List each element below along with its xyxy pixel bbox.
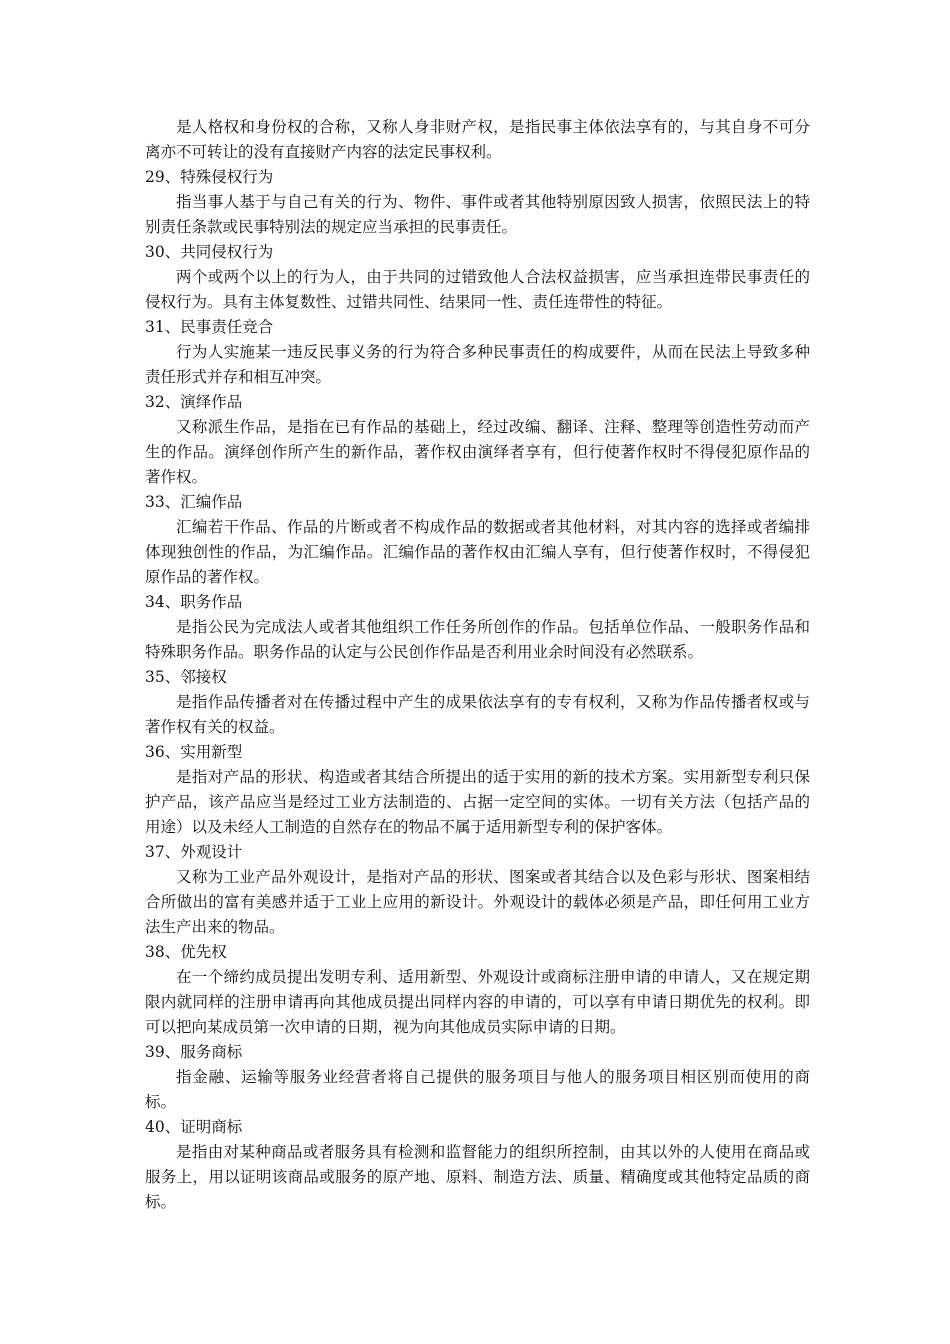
entry-36-body: 是指对产品的形状、构造或者其结合所提出的适于实用的新的技术方案。实用新型专利只保护产品，该产品应当是经过工业方法制造的、占据一定空间的实体。一切有关方法（包括产品的用途）以及未经人工制造的自然存在的物品不属于适用新型专利的保护客体。 (145, 768, 810, 836)
entry-40-body: 是指由对某种商品或者服务具有检测和监督能力的组织所控制，由其以外的人使用在商品或服务上，用以证明该商品或服务的原产地、原料、制造方法、质量、精确度或其他特定品质的商标。 (145, 1143, 810, 1211)
entry-38-body: 在一个缔约成员提出发明专利、适用新型、外观设计或商标注册申请的申请人，又在规定期限内就同样的注册申请再向其他成员提出同样内容的申请的，可以享有申请日期优先的权利。即可以把向某成员第一次申请的日期，视为向其他成员实际申请的日期。 (145, 968, 810, 1036)
entry-28-body: 是人格权和身份权的合称，又称人身非财产权，是指民事主体依法享有的，与其自身不可分离亦不可转让的没有直接财产内容的法定民事权利。 (145, 118, 810, 161)
entry-39-heading: 39、服务商标 (145, 1043, 243, 1061)
entry-36-heading: 36、实用新型 (145, 743, 243, 761)
entry-38-heading: 38、优先权 (145, 943, 227, 961)
entry-37-heading: 37、外观设计 (145, 843, 243, 861)
entry-40-heading: 40、证明商标 (145, 1118, 243, 1136)
entry-32-heading: 32、演绎作品 (145, 393, 243, 411)
entry-29-heading: 29、特殊侵权行为 (145, 168, 274, 186)
entry-30-heading: 30、共同侵权行为 (145, 243, 274, 261)
document-page (145, 115, 810, 1215)
entry-33-body: 汇编若干作品、作品的片断或者不构成作品的数据或者其他材料，对其内容的选择或者编排体现独创性的作品，为汇编作品。汇编作品的著作权由汇编人享有，但行使著作权时，不得侵犯原作品的著作权。 (145, 518, 810, 586)
entry-31-heading: 31、民事责任竞合 (145, 318, 274, 336)
entry-35-body: 是指作品传播者对在传播过程中产生的成果依法享有的专有权利，又称为作品传播者权或与著作权有关的权益。 (145, 693, 810, 736)
entry-34-body: 是指公民为完成法人或者其他组织工作任务所创作的作品。包括单位作品、一般职务作品和特殊职务作品。职务作品的认定与公民创作作品是否利用业余时间没有必然联系。 (145, 618, 810, 661)
entry-33-heading: 33、汇编作品 (145, 493, 243, 511)
entry-34-heading: 34、职务作品 (145, 593, 243, 611)
entry-31-body: 行为人实施某一违反民事义务的行为符合多种民事责任的构成要件，从而在民法上导致多种责任形式并存和相互冲突。 (145, 343, 810, 386)
entry-35-heading: 35、邻接权 (145, 668, 227, 686)
entry-30-body: 两个或两个以上的行为人，由于共同的过错致他人合法权益损害，应当承担连带民事责任的侵权行为。具有主体复数性、过错共同性、结果同一性、责任连带性的特征。 (145, 268, 810, 311)
entry-29-body: 指当事人基于与自己有关的行为、物件、事件或者其他特别原因致人损害，依照民法上的特别责任条款或民事特别法的规定应当承担的民事责任。 (145, 193, 810, 236)
entry-39-body: 指金融、运输等服务业经营者将自己提供的服务项目与他人的服务项目相区别而使用的商标。 (145, 1068, 810, 1111)
entry-37-body: 又称为工业产品外观设计，是指对产品的形状、图案或者其结合以及色彩与形状、图案相结合所做出的富有美感并适于工业上应用的新设计。外观设计的载体必须是产品，即任何用工业方法生产出来的物品。 (145, 868, 810, 936)
entry-32-body: 又称派生作品，是指在已有作品的基础上，经过改编、翻译、注释、整理等创造性劳动而产生的作品。演绎创作所产生的新作品，著作权由演绎者享有，但行使著作权时不得侵犯原作品的著作权。 (145, 418, 810, 486)
